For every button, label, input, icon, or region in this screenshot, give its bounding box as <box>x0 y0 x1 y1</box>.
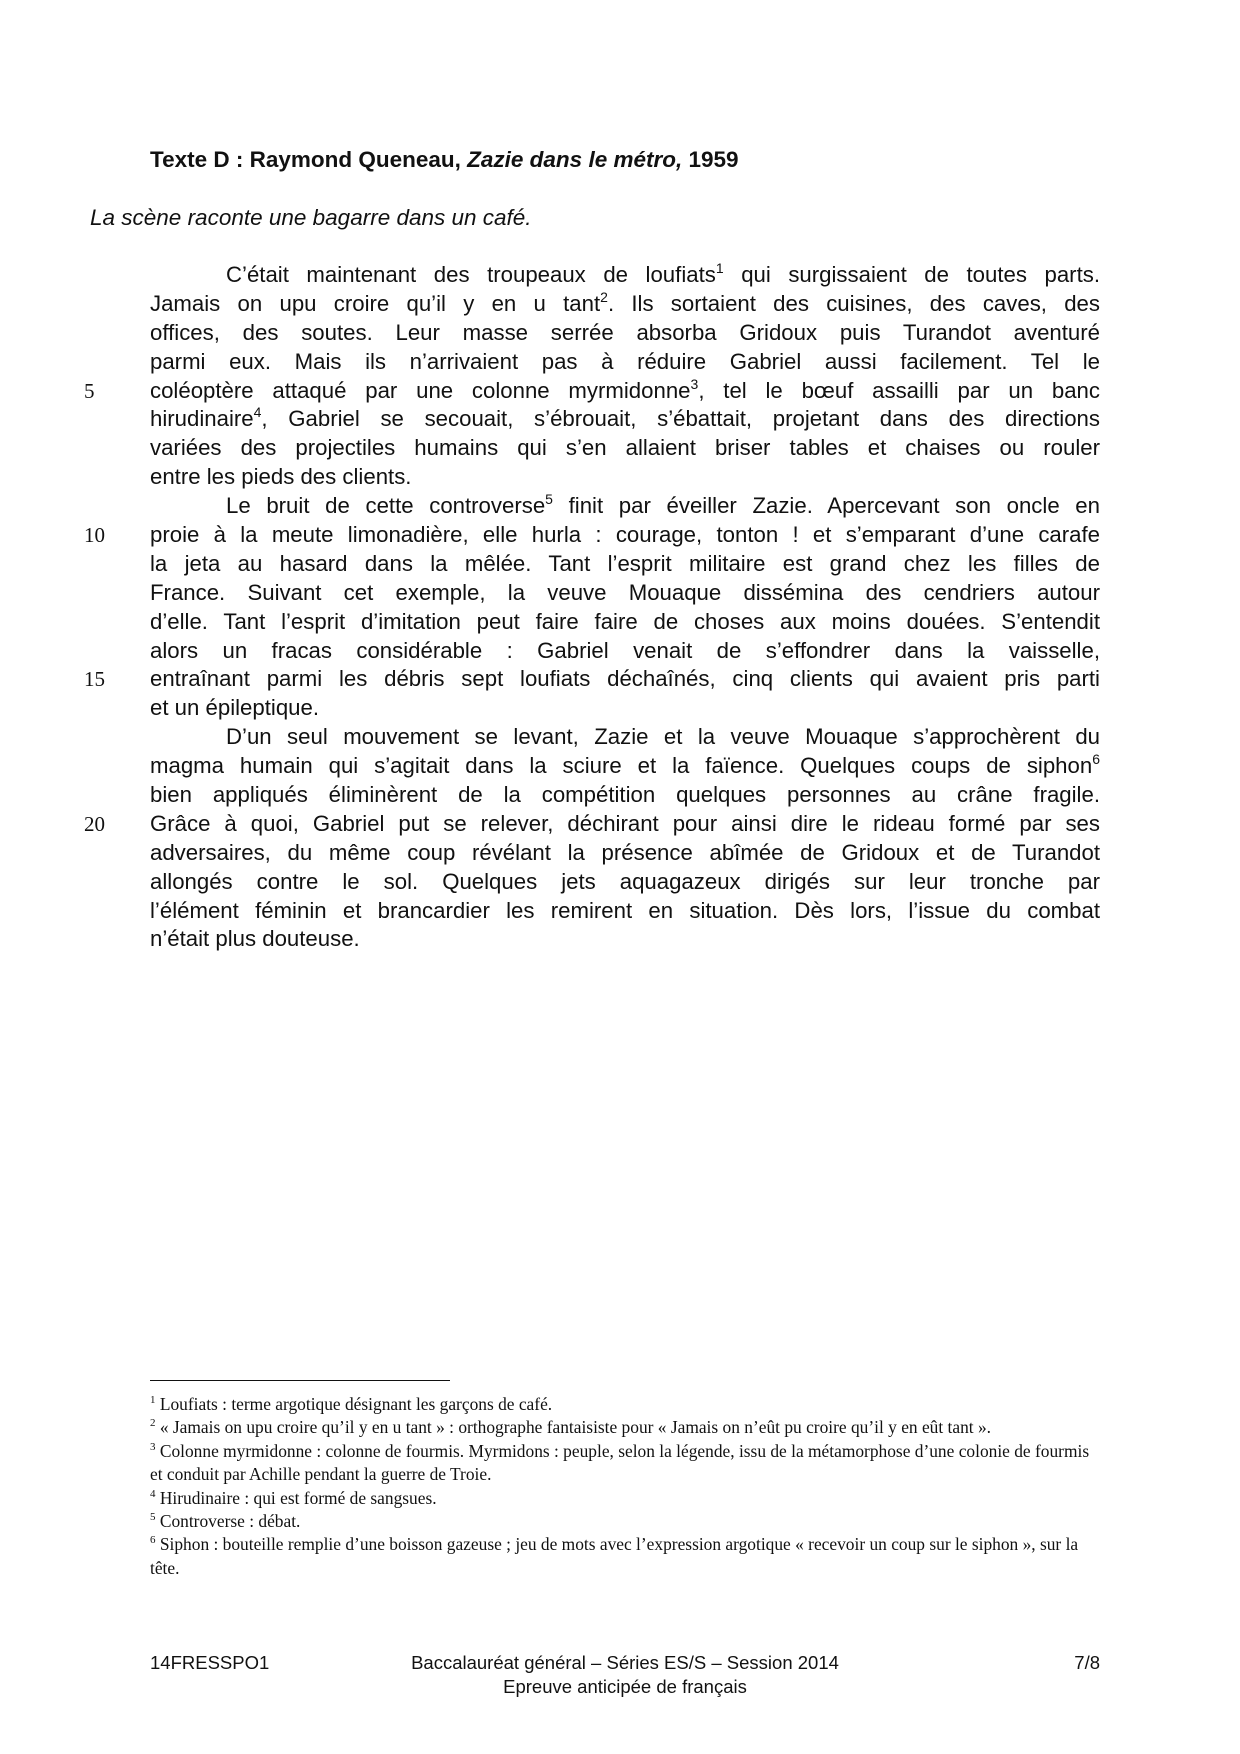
text-line: bien appliqués éliminèrent de la compétition quelques personnes au crâne fragile. <box>150 782 1100 808</box>
footnote: $^5$ Controverse : débat. <box>150 1511 301 1532</box>
heading-year: 1959 <box>682 147 739 172</box>
line-number: 5 <box>84 378 95 403</box>
text-line: parmi eux. Mais ils n’arrivaient pas à réduire Gabriel aussi facilement. Tel le <box>150 348 1100 374</box>
text-line: alors un fracas considérable : Gabriel venait de s’effondrer dans la vaisselle, <box>150 637 1100 663</box>
excerpt-body <box>84 260 1100 954</box>
exam-code: 14FRESSPO1 <box>150 1652 270 1673</box>
text-line: Jamais on upu croire qu’il y en u tant$^2$. Ils sortaient des cuisines, des caves, des <box>150 288 1100 316</box>
text-line: 5 coléoptère attaqué par une colonne myrmidonne$^3$, tel le bœuf assailli par un banc <box>150 377 1100 406</box>
footnote: $^1$ Loufiats : terme argotique désignant les garçons de café. <box>150 1394 553 1414</box>
line-number: 20 <box>84 811 105 836</box>
footnote: $^6$ Siphon : bouteille remplie d’une boisson gazeuse ; jeu de mots avec l’expression argotique « recevoir un coup sur le siphon », sur la tête. <box>150 1534 1079 1578</box>
footnote-ref: 4 <box>253 404 262 421</box>
text-line: 10 proie à la meute limonadière, elle hurla : courage, tonton ! et s’emparant d’une carafe <box>150 521 1100 550</box>
footnote-ref: 6 <box>1092 751 1100 768</box>
text-line: C’était maintenant des troupeaux de loufiats$^1$ qui surgissaient de toutes parts. <box>226 260 1100 287</box>
text-line: magma humain qui s’agitait dans la sciure et la faïence. Quelques coups de siphon$^6$ <box>150 751 1100 779</box>
line-number: 15 <box>84 667 105 692</box>
footnote-ref: 1 <box>715 260 724 276</box>
intro-sentence: La scène raconte une bagarre dans un café. <box>90 205 532 230</box>
footnotes <box>150 1393 1100 1580</box>
text-line: D’un seul mouvement se levant, Zazie et la veuve Mouaque s’approchèrent du <box>226 724 1100 750</box>
exam-title-line2: Epreuve anticipée de français <box>503 1676 747 1697</box>
text-line: allongés contre le sol. Quelques jets aquagazeux dirigés sur leur tronche par <box>150 868 1100 894</box>
text-line: 20 Grâce à quoi, Gabriel put se relever, déchirant pour ainsi dire le rideau formé par ses <box>150 810 1100 839</box>
footnote-divider <box>150 1380 450 1381</box>
text-line: l’élément féminin et brancardier les remirent en situation. Dès lors, l’issue du combat <box>150 897 1100 923</box>
footnote: $^4$ Hirudinaire : qui est formé de sangsues. <box>150 1487 437 1508</box>
line-number: 10 <box>84 523 105 548</box>
text-line: France. Suivant cet exemple, la veuve Mouaque dissémina des cendriers autour <box>150 579 1100 605</box>
exam-title-line1: Baccalauréat général – Séries ES/S – Session 2014 <box>411 1652 839 1673</box>
exam-title <box>150 1651 1100 1699</box>
text-line: variées des projectiles humains qui s’en allaient briser tables et chaises ou rouler <box>150 435 1100 461</box>
footnote: $^2$ « Jamais on upu croire qu’il y en u tant » : orthographe fantaisiste pour « Jamais on n’eût pu croire qu’il y en eût tant ». <box>150 1417 992 1438</box>
footnote-ref: 3 <box>690 375 699 392</box>
footnote-ref: 2 <box>600 288 608 305</box>
heading-prefix: Texte D : Raymond Queneau, <box>150 147 468 172</box>
work-title: Zazie dans le métro, <box>467 147 683 172</box>
footnote: $^3$ Colonne myrmidonne : colonne de fourmis. Myrmidons : peuple, selon la légende, issu de la métamorphose d’une colonie de fourmis et conduit par Achille pendant la guerre de Troie. <box>150 1440 1090 1485</box>
text-line: offices, des soutes. Leur masse serrée absorba Gridoux puis Turandot aventuré <box>150 319 1100 345</box>
page-number: 7/8 <box>1074 1652 1100 1673</box>
text-line: Le bruit de cette controverse$^5$ finit par éveiller Zazie. Apercevant son oncle en <box>226 491 1100 519</box>
text-line: 15 entraînant parmi les débris sept loufiats déchaînés, cinq clients qui avaient pris parti <box>150 665 1100 694</box>
footnote-ref: 5 <box>545 491 553 508</box>
text-heading <box>150 147 739 173</box>
text-line: entre les pieds des clients. <box>150 464 412 490</box>
text-line: adversaires, du même coup révélant la présence abîmée de Gridoux et de Turandot <box>150 839 1100 865</box>
text-line: hirudinaire$^4$, Gabriel se secouait, s’ébrouait, s’ébattait, projetant dans des directions <box>150 404 1100 432</box>
text-line: et un épileptique. <box>150 695 320 721</box>
text-line: d’elle. Tant l’esprit d’imitation peut faire faire de choses aux moins douées. S’entendit <box>150 608 1100 634</box>
text-line: n’était plus douteuse. <box>150 926 360 952</box>
text-line: la jeta au hasard dans la mêlée. Tant l’esprit militaire est grand chez les filles de <box>150 550 1100 576</box>
